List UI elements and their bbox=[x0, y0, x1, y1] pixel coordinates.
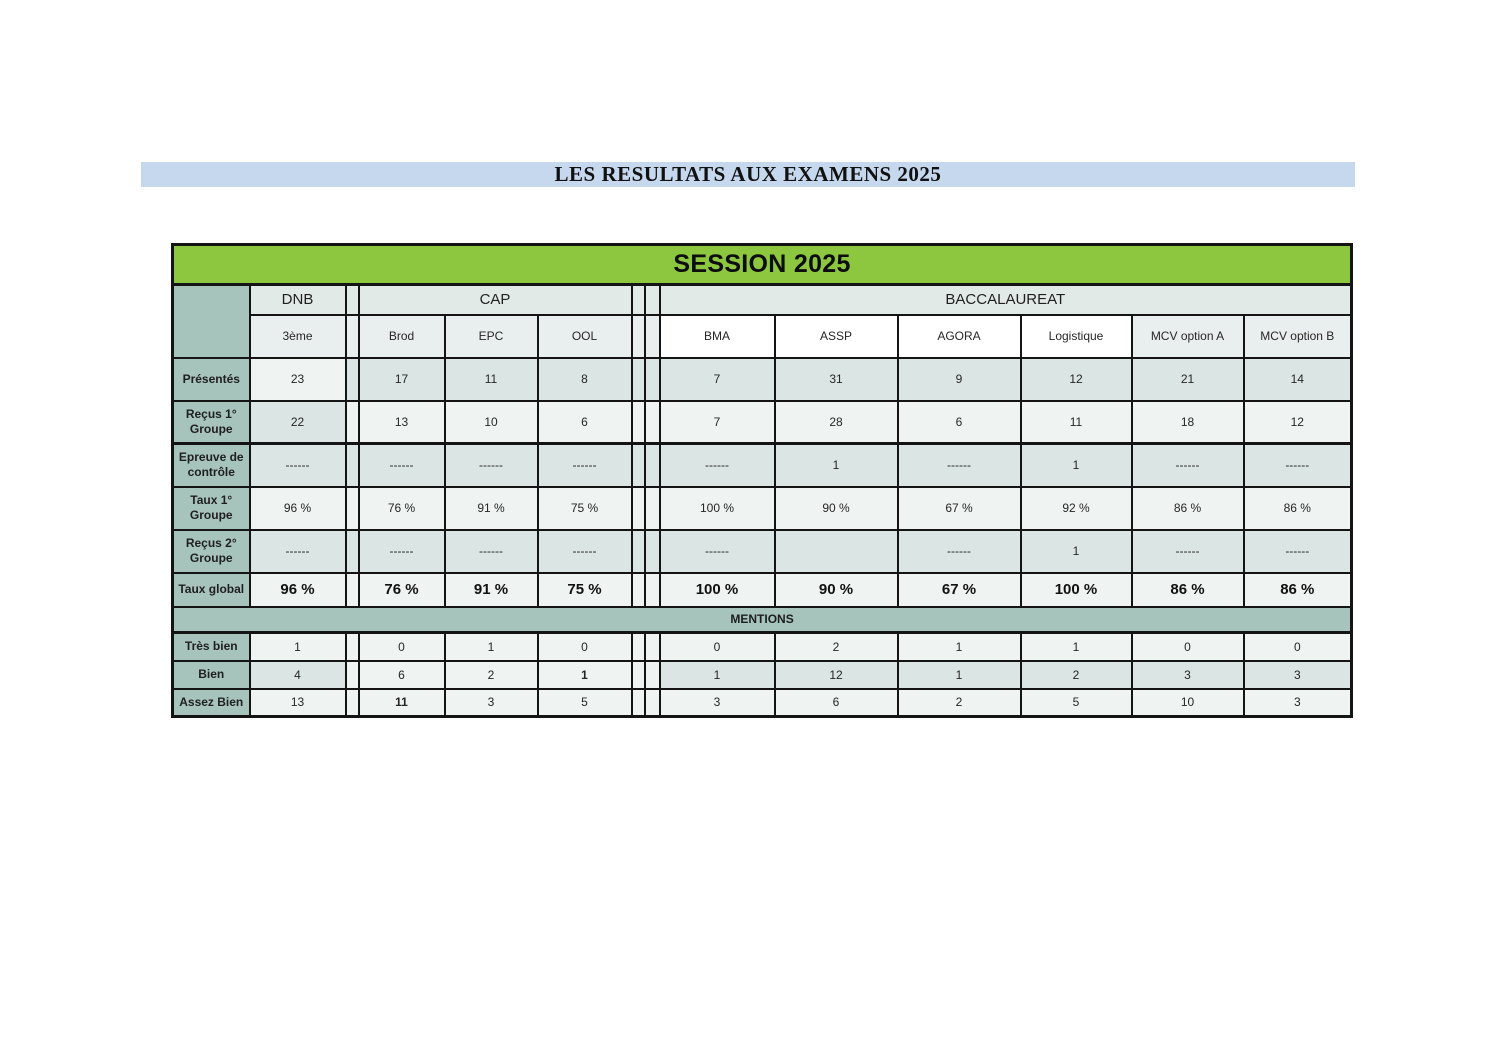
table-cell: 86 % bbox=[1244, 573, 1352, 607]
table-cell: 7 bbox=[660, 358, 775, 401]
table-cell: 21 bbox=[1132, 358, 1244, 401]
table-cell: ------ bbox=[250, 530, 346, 573]
table-cell: 11 bbox=[1021, 401, 1132, 444]
table-row bbox=[173, 633, 1352, 661]
table-cell: 6 bbox=[538, 401, 632, 444]
spacer-cell bbox=[645, 401, 660, 444]
table-cell: ------ bbox=[898, 530, 1021, 573]
spacer-cell bbox=[632, 573, 645, 607]
group-baccalaureat: BACCALAUREAT bbox=[660, 285, 1352, 315]
spacer-cell bbox=[632, 633, 645, 661]
table-cell: 1 bbox=[898, 633, 1021, 661]
table-row bbox=[173, 689, 1352, 717]
spacer-cell bbox=[346, 661, 359, 689]
table-cell: 2 bbox=[898, 689, 1021, 717]
table-cell: 13 bbox=[250, 689, 346, 717]
table-cell: 100 % bbox=[1021, 573, 1132, 607]
table-cell: ------ bbox=[1132, 530, 1244, 573]
column-header-agora: AGORA bbox=[898, 315, 1021, 358]
table-cell: 0 bbox=[359, 633, 445, 661]
subheader-row bbox=[173, 315, 1352, 358]
table-row bbox=[173, 573, 1352, 607]
table-cell: 10 bbox=[445, 401, 538, 444]
table-cell: 1 bbox=[1021, 444, 1132, 487]
table-cell: 12 bbox=[1244, 401, 1352, 444]
spacer-cell bbox=[645, 530, 660, 573]
spacer-cell bbox=[645, 633, 660, 661]
row-header: Taux 1° Groupe bbox=[173, 487, 250, 530]
table-cell: 3 bbox=[445, 689, 538, 717]
table-cell: 1 bbox=[250, 633, 346, 661]
table-cell: 90 % bbox=[775, 573, 898, 607]
table-row bbox=[173, 661, 1352, 689]
row-header: Bien bbox=[173, 661, 250, 689]
table-cell: 2 bbox=[445, 661, 538, 689]
spacer-cell bbox=[632, 689, 645, 717]
table-cell: 5 bbox=[538, 689, 632, 717]
table-cell: 3 bbox=[660, 689, 775, 717]
spacer-cell bbox=[645, 444, 660, 487]
table-cell: 96 % bbox=[250, 573, 346, 607]
spacer-cell bbox=[632, 285, 645, 315]
table-cell: 0 bbox=[538, 633, 632, 661]
spacer-cell bbox=[346, 285, 359, 315]
table-cell: 18 bbox=[1132, 401, 1244, 444]
table-cell: 2 bbox=[1021, 661, 1132, 689]
document-title-bar bbox=[141, 162, 1355, 187]
session-title: SESSION 2025 bbox=[173, 245, 1352, 285]
table-cell: 31 bbox=[775, 358, 898, 401]
spacer-cell bbox=[645, 661, 660, 689]
row-header: Présentés bbox=[173, 358, 250, 401]
table-cell: 0 bbox=[1244, 633, 1352, 661]
table-cell: 91 % bbox=[445, 573, 538, 607]
table-cell: 2 bbox=[775, 633, 898, 661]
column-header-logistique: Logistique bbox=[1021, 315, 1132, 358]
column-header-3eme: 3ème bbox=[250, 315, 346, 358]
table-cell: 13 bbox=[359, 401, 445, 444]
spacer-cell bbox=[346, 444, 359, 487]
spacer-cell bbox=[632, 444, 645, 487]
table-cell: 6 bbox=[775, 689, 898, 717]
table-cell: ------ bbox=[538, 444, 632, 487]
table-cell: 86 % bbox=[1132, 487, 1244, 530]
document-title: LES RESULTATS AUX EXAMENS 2025 bbox=[554, 162, 942, 186]
spacer-cell bbox=[346, 401, 359, 444]
results-table-wrapper bbox=[171, 243, 1353, 718]
spacer-cell bbox=[346, 573, 359, 607]
table-cell: 10 bbox=[1132, 689, 1244, 717]
table-cell: 75 % bbox=[538, 573, 632, 607]
table-cell: 91 % bbox=[445, 487, 538, 530]
spacer-cell bbox=[346, 633, 359, 661]
row-header: Très bien bbox=[173, 633, 250, 661]
mentions-band-row bbox=[173, 607, 1352, 633]
spacer-cell bbox=[645, 315, 660, 358]
table-cell: 1 bbox=[1021, 633, 1132, 661]
table-cell: ------ bbox=[538, 530, 632, 573]
table-cell: ------ bbox=[250, 444, 346, 487]
table-cell: 1 bbox=[775, 444, 898, 487]
table-cell: 92 % bbox=[1021, 487, 1132, 530]
table-cell: 3 bbox=[1244, 661, 1352, 689]
row-header: Reçus 2° Groupe bbox=[173, 530, 250, 573]
table-row bbox=[173, 444, 1352, 487]
table-cell: 86 % bbox=[1132, 573, 1244, 607]
spacer-cell bbox=[632, 530, 645, 573]
table-cell: 1 bbox=[898, 661, 1021, 689]
table-row bbox=[173, 487, 1352, 530]
column-header-brod: Brod bbox=[359, 315, 445, 358]
table-cell: 6 bbox=[898, 401, 1021, 444]
table-cell: 5 bbox=[1021, 689, 1132, 717]
table-cell: 75 % bbox=[538, 487, 632, 530]
table-cell: 1 bbox=[660, 661, 775, 689]
column-header-mcv-a: MCV option A bbox=[1132, 315, 1244, 358]
mentions-band-label: MENTIONS bbox=[173, 607, 1352, 633]
table-cell: ------ bbox=[898, 444, 1021, 487]
column-header-epc: EPC bbox=[445, 315, 538, 358]
table-cell: 14 bbox=[1244, 358, 1352, 401]
table-cell: ------ bbox=[660, 530, 775, 573]
table-cell: 1 bbox=[445, 633, 538, 661]
row-header: Reçus 1° Groupe bbox=[173, 401, 250, 444]
table-cell: ------ bbox=[445, 530, 538, 573]
table-cell: 28 bbox=[775, 401, 898, 444]
table-cell: 96 % bbox=[250, 487, 346, 530]
table-cell: ------ bbox=[660, 444, 775, 487]
table-cell: 1 bbox=[1021, 530, 1132, 573]
spacer-cell bbox=[632, 661, 645, 689]
group-cap: CAP bbox=[359, 285, 632, 315]
spacer-cell bbox=[645, 689, 660, 717]
row-header: Taux global bbox=[173, 573, 250, 607]
table-cell: ------ bbox=[1244, 444, 1352, 487]
table-cell: 0 bbox=[660, 633, 775, 661]
session-header-row bbox=[173, 245, 1352, 285]
table-row bbox=[173, 530, 1352, 573]
table-cell: 11 bbox=[445, 358, 538, 401]
table-cell: 67 % bbox=[898, 487, 1021, 530]
table-cell: ------ bbox=[1244, 530, 1352, 573]
table-cell: 1 bbox=[538, 661, 632, 689]
spacer-cell bbox=[346, 689, 359, 717]
table-cell: ------ bbox=[359, 530, 445, 573]
spacer-cell bbox=[346, 358, 359, 401]
spacer-cell bbox=[645, 487, 660, 530]
row-header: Assez Bien bbox=[173, 689, 250, 717]
spacer-cell bbox=[346, 315, 359, 358]
table-cell: 12 bbox=[775, 661, 898, 689]
table-cell: 4 bbox=[250, 661, 346, 689]
spacer-cell bbox=[645, 573, 660, 607]
column-header-bma: BMA bbox=[660, 315, 775, 358]
table-cell: 100 % bbox=[660, 487, 775, 530]
table-cell: 6 bbox=[359, 661, 445, 689]
spacer-cell bbox=[645, 285, 660, 315]
corner-cell bbox=[173, 285, 250, 358]
table-cell: 100 % bbox=[660, 573, 775, 607]
results-table bbox=[171, 243, 1353, 718]
spacer-cell bbox=[645, 358, 660, 401]
table-cell: 11 bbox=[359, 689, 445, 717]
table-cell: ------ bbox=[1132, 444, 1244, 487]
group-dnb: DNB bbox=[250, 285, 346, 315]
group-header-row bbox=[173, 285, 1352, 315]
table-cell: 7 bbox=[660, 401, 775, 444]
table-cell: ------ bbox=[359, 444, 445, 487]
table-cell: 17 bbox=[359, 358, 445, 401]
table-cell: 3 bbox=[1244, 689, 1352, 717]
spacer-cell bbox=[632, 487, 645, 530]
table-cell bbox=[775, 530, 898, 573]
table-cell: ------ bbox=[445, 444, 538, 487]
column-header-mcv-b: MCV option B bbox=[1244, 315, 1352, 358]
table-cell: 86 % bbox=[1244, 487, 1352, 530]
table-cell: 76 % bbox=[359, 573, 445, 607]
table-cell: 3 bbox=[1132, 661, 1244, 689]
spacer-cell bbox=[632, 358, 645, 401]
table-row bbox=[173, 358, 1352, 401]
table-cell: 22 bbox=[250, 401, 346, 444]
table-cell: 9 bbox=[898, 358, 1021, 401]
table-cell: 23 bbox=[250, 358, 346, 401]
spacer-cell bbox=[346, 487, 359, 530]
column-header-ool: OOL bbox=[538, 315, 632, 358]
table-cell: 90 % bbox=[775, 487, 898, 530]
table-cell: 8 bbox=[538, 358, 632, 401]
table-cell: 76 % bbox=[359, 487, 445, 530]
table-cell: 12 bbox=[1021, 358, 1132, 401]
table-row bbox=[173, 401, 1352, 444]
spacer-cell bbox=[346, 530, 359, 573]
table-cell: 67 % bbox=[898, 573, 1021, 607]
column-header-assp: ASSP bbox=[775, 315, 898, 358]
spacer-cell bbox=[632, 315, 645, 358]
row-header: Epreuve de contrôle bbox=[173, 444, 250, 487]
spacer-cell bbox=[632, 401, 645, 444]
table-cell: 0 bbox=[1132, 633, 1244, 661]
